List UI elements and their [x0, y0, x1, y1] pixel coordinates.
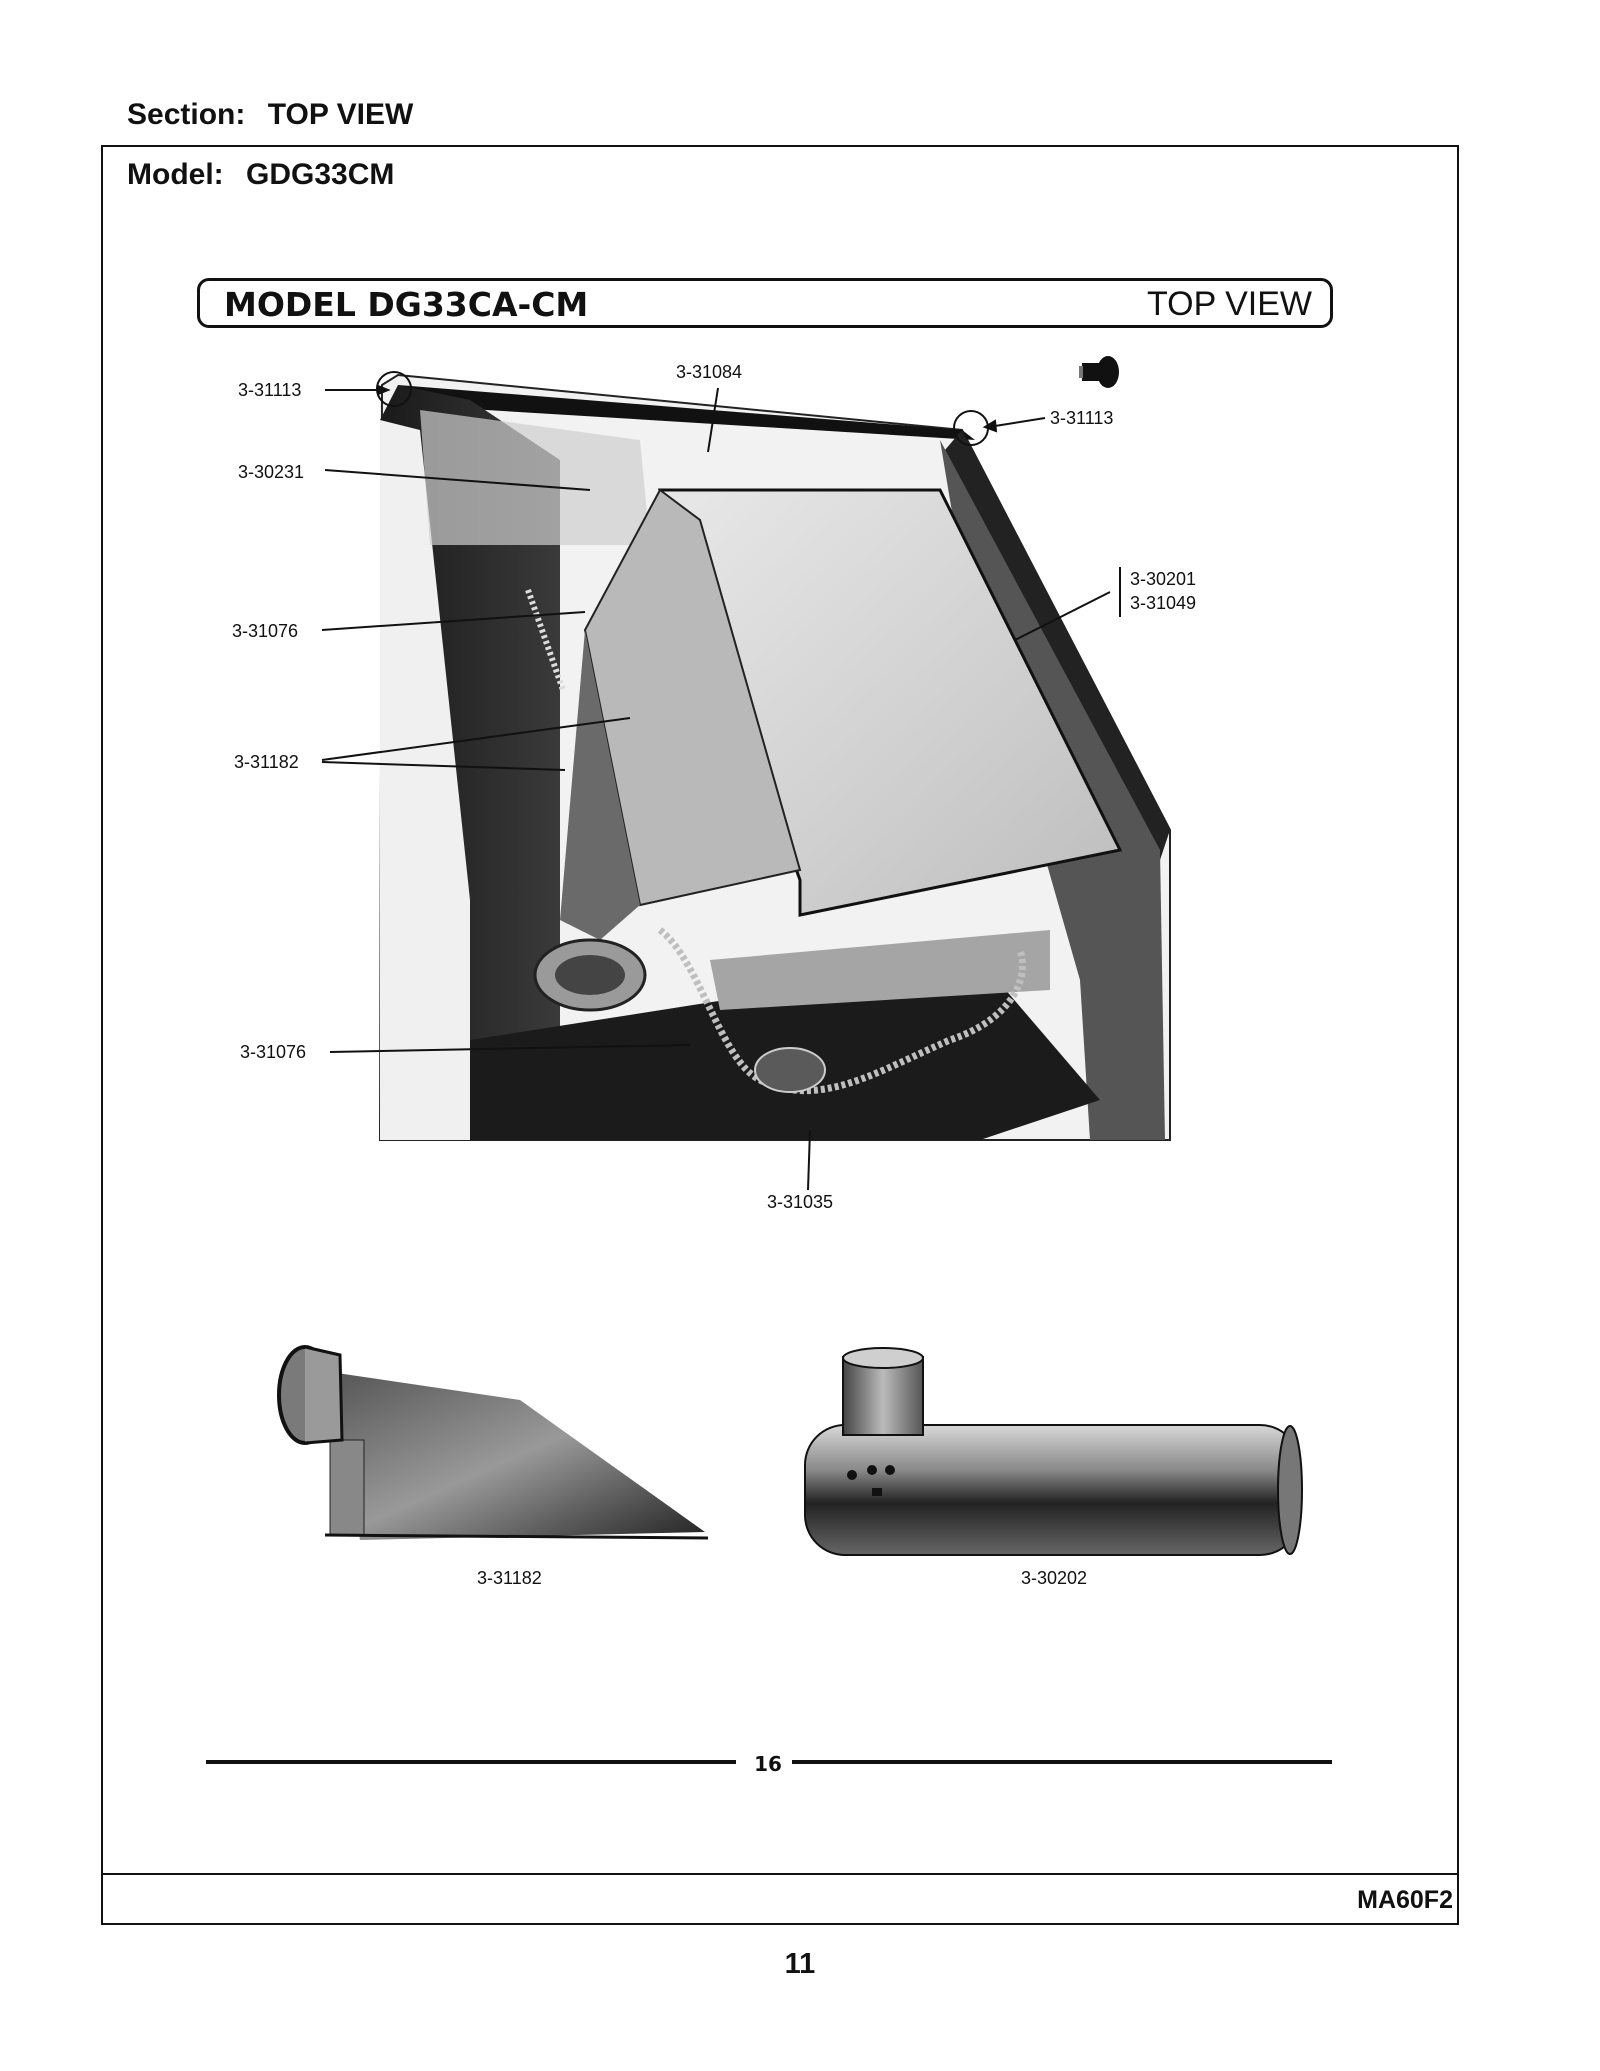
banner-view-text: TOP VIEW: [1146, 285, 1312, 323]
folio-number: 16: [754, 1752, 782, 1776]
callout-3-31182-main: 3-31182: [234, 752, 299, 772]
vent-tube-illustration: [805, 1348, 1302, 1555]
callout-3-30231: 3-30231: [238, 462, 305, 482]
document-code: MA60F2: [1357, 1886, 1453, 1914]
folio-rule-right: [792, 1760, 1332, 1764]
callout-3-31084: 3-31084: [676, 362, 743, 382]
section-value: TOP VIEW: [267, 98, 414, 131]
footer-divider: [101, 1873, 1459, 1875]
screw-icon: [1079, 356, 1119, 388]
callout-3-31049: 3-31049: [1130, 593, 1197, 613]
callout-3-31035: 3-31035: [767, 1192, 834, 1212]
top-view-photo: [377, 356, 1170, 1140]
callout-3-31113-left: 3-31113: [238, 380, 302, 400]
folio-rule-left: [206, 1760, 736, 1764]
sub-part-label-chute: 3-31182: [477, 1568, 542, 1588]
model-label: Model:: [127, 158, 224, 191]
model-value: GDG33CM: [246, 158, 395, 191]
section-label: Section:: [127, 98, 246, 131]
lint-chute-illustration: [279, 1347, 708, 1540]
banner-model-text: MODEL DG33CA-CM: [224, 285, 589, 324]
callout-3-31113-right: 3-31113: [1050, 408, 1114, 428]
callout-3-31076-bottom: 3-31076: [240, 1042, 307, 1062]
page-number: 11: [784, 1948, 816, 1980]
sub-part-label-tube: 3-30202: [1021, 1568, 1088, 1588]
callout-3-31076-top: 3-31076: [232, 621, 299, 641]
callout-3-30201: 3-30201: [1130, 569, 1197, 589]
